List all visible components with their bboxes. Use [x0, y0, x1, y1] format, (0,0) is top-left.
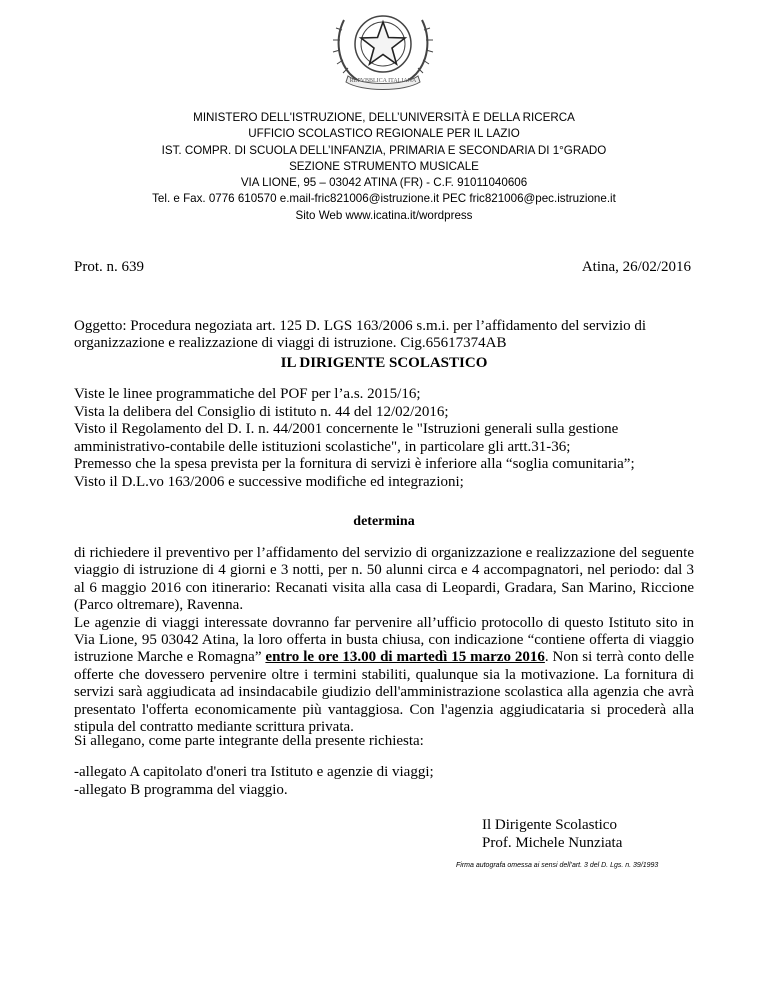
letterhead-contacts: Tel. e Fax. 0776 610570 e.mail-fric821006@istruzione.it PEC fric821006@pec.istruzione.it	[152, 192, 616, 206]
premises-list	[74, 386, 714, 491]
submission-text-start: Le agenzie di viaggi interessate dovranno far pervenire all’ufficio protocollo di questo Istituto sito in Via Lione, 95 03042 Atina, la loro offerta in busta chiusa, con indicazione “contiene offerta di viaggio istruzione Marche e Romagna”	[74, 614, 694, 666]
letterhead-regional-office: UFFICIO SCOLASTICO REGIONALE PER IL LAZIO	[248, 127, 520, 141]
premise-item: Visto il Regolamento del D. I. n. 44/2001 concernente le "Istruzioni generali sulla gestione	[74, 421, 619, 437]
signatory-role: Il Dirigente Scolastico	[482, 817, 617, 833]
attachment-item: -allegato B programma del viaggio.	[74, 781, 288, 798]
premise-item: Viste le linee programmatiche del POF per l’a.s. 2015/16;	[74, 386, 421, 402]
attachments-intro: Si allegano, come parte integrante della presente richiesta:	[74, 733, 424, 749]
premise-item: Premesso che la spesa prevista per la fornitura di servizi è inferiore alla “soglia comunitaria”;	[74, 456, 635, 472]
premise-item-continuation: amministrativo-contabile delle istituzioni scolastiche", in particolare gli artt.31-36;	[74, 438, 571, 455]
letterhead-website: Sito Web www.icatina.it/wordpress	[295, 208, 473, 222]
premise-item: Vista la delibera del Consiglio di istituto n. 44 del 12/02/2016;	[74, 403, 449, 420]
submission-deadline: entro le ore 13.00 di martedì 15 marzo 2016	[265, 649, 545, 666]
submission-text-end: . Non si terrà conto delle offerte che dovessero pervenire oltre i termini stabiliti, qualunque sia la motivazione. La fornitura di servizi sarà aggiudicata ad insindacabile giudizio dell'amministrazione scolastica alla agenzia che avrà presentato l'offerta economicamente più vantaggiosa. Con l'agenzia aggiudicataria si procederà alla stipula del contratto mediante scrittura privata.	[74, 649, 694, 736]
letterhead-ministry: MINISTERO DELL'ISTRUZIONE, DELL’UNIVERSITÀ E DELLA RICERCA	[193, 111, 575, 124]
section-heading: IL DIRIGENTE SCOLASTICO	[280, 355, 488, 371]
signatory-name: Prof. Michele Nunziata	[482, 834, 623, 851]
letterhead-address: VIA LIONE, 95 – 03042 ATINA (FR) - C.F. 91011040606	[240, 176, 528, 190]
body-paragraph-submission	[74, 615, 694, 737]
emblem-banner-text: REPVBBLICA ITALIANA	[349, 78, 417, 84]
attachments-list	[74, 764, 434, 799]
letterhead-school-name: IST. COMPR. DI SCUOLA DELL’INFANZIA, PRIMARIA E SECONDARIA DI 1°GRADO	[161, 143, 607, 157]
signature-block	[482, 817, 622, 852]
subject: Oggetto: Procedura negoziata art. 125 D. LGS 163/2006 s.m.i. per l’affidamento del servizio di organizzazione e realizzazione di viaggi di istruzione. Cig.65617374AB	[74, 318, 647, 351]
body-paragraph-request: di richiedere il preventivo per l’affidamento del servizio di organizzazione e realizzazione del seguente viaggio di istruzione di 4 giorni e 3 notti, per n. 50 alunni circa e 4 accompagnatori, nel periodo: dal 3 al 6 maggio 2016 con itinerario: Recanati visita alla casa di Leopardi, Gradara, San Marino, Riccione (Parco oltremare), Ravenna.	[74, 545, 694, 614]
document-date: Atina, 26/02/2016	[581, 259, 691, 275]
signature-footnote: Firma autografa omessa ai sensi dell’art. 3 del D. Lgs. n. 39/1993	[456, 862, 659, 869]
protocol-number: Prot. n. 639	[74, 259, 145, 275]
letterhead-section: SEZIONE STRUMENTO MUSICALE	[289, 159, 479, 173]
determina-heading: determina	[353, 514, 415, 529]
attachment-item: -allegato A capitolato d'oneri tra Istituto e agenzie di viaggi;	[74, 764, 434, 780]
letterhead	[0, 110, 768, 224]
body-text	[74, 545, 694, 736]
premise-item: Visto il D.L.vo 163/2006 e successive modifiche ed integrazioni;	[74, 473, 464, 490]
